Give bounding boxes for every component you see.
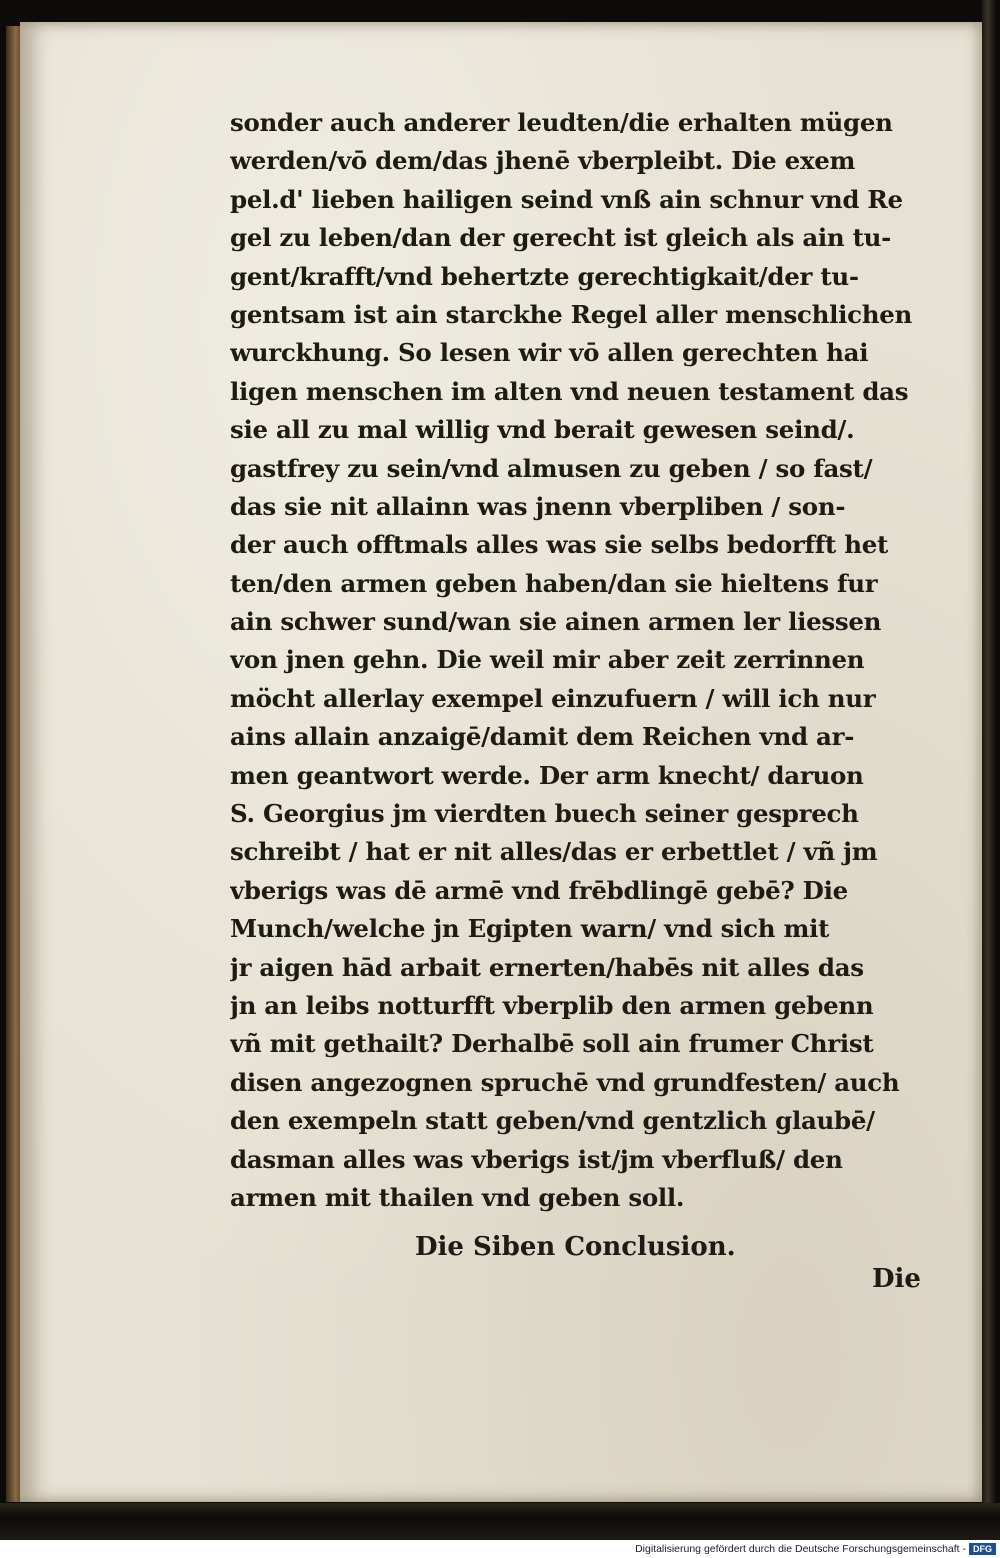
- body-text: [230, 104, 935, 1217]
- text-line: sonder auch anderer leudten/die erhalten mügen: [230, 108, 893, 137]
- footer: [0, 1540, 1000, 1558]
- text-line: Munch/welche jn Egipten warn/ vnd sich mit: [230, 914, 830, 944]
- text-line: möcht allerlay exempel einzufuern / will ich nur: [230, 683, 876, 713]
- text-line: vberigs was dē armē vnd frēbdlingē gebē? Die: [230, 875, 848, 905]
- text-line: jr aigen hād arbait ernerten/habēs nit alles das: [230, 952, 864, 982]
- text-line: gent/krafft/vnd behertzte gerechtigkait/der tu-: [230, 261, 859, 291]
- text-line: den exempeln statt geben/vnd gentzlich glaubē/: [230, 1106, 875, 1136]
- text-line: schreibt / hat er nit alles/das er erbettlet / vñ jm: [230, 837, 878, 867]
- text-line: von jnen gehn. Die weil mir aber zeit zerrinnen: [230, 645, 865, 675]
- text-line: werden/vō dem/das jhenē vberpleibt. Die exem: [230, 146, 856, 176]
- text-line: jn an leibs notturfft vberplib den armen gebenn: [230, 990, 874, 1020]
- text-line: ains allain anzaigē/damit dem Reichen vnd ar-: [230, 722, 855, 752]
- text-line: der auch offtmals alles was sie selbs bedorfft het: [230, 530, 889, 560]
- text-line: pel.d' lieben hailigen seind vnß ain schnur vnd Re: [230, 184, 903, 214]
- funding-note: Digitalisierung gefördert durch die Deutsche Forschungsgemeinschaft -: [635, 1543, 966, 1555]
- text-line: ten/den armen geben haben/dan sie hieltens fur: [230, 568, 878, 598]
- text-line: ligen menschen im alten vnd neuen testament das: [230, 376, 909, 406]
- text-line: armen mit thailen vnd geben soll.: [230, 1182, 685, 1212]
- text-line: dasman alles was vberigs ist/jm vberfluß/ den: [230, 1144, 843, 1174]
- book-spine-right: [982, 0, 996, 1540]
- text-line: S. Georgius jm vierdten buech seiner gesprech: [230, 799, 859, 829]
- text-line: wurckhung. So lesen wir vō allen gerechten hai: [230, 338, 869, 368]
- text-line: sie all zu mal willig vnd berait gewesen seind/.: [230, 415, 855, 445]
- text-line: gentsam ist ain starckhe Regel aller menschlichen: [230, 299, 913, 329]
- text-line: gel zu leben/dan der gerecht ist gleich als ain tu-: [230, 223, 892, 253]
- section-heading: Die Siben Conclusion.: [415, 1232, 736, 1262]
- text-line: disen angezognen spruchē vnd grundfesten/ auch: [230, 1067, 900, 1097]
- text-line: vñ mit gethailt? Derhalbē soll ain frumer Christ: [230, 1029, 874, 1059]
- text-line: ain schwer sund/wan sie ainen armen ler liessen: [230, 607, 882, 637]
- book-edge-bottom: [0, 1503, 1000, 1540]
- text-line: gastfrey zu sein/vnd almusen zu geben / so fast/: [230, 453, 873, 483]
- dfg-logo-icon[interactable]: DFG: [969, 1543, 996, 1555]
- text-line: men geantwort werde. Der arm knecht/ daruon: [230, 760, 864, 790]
- text-line: das sie nit allainn was jnenn vberpliben / son-: [230, 491, 846, 521]
- catchword: Die: [872, 1264, 921, 1294]
